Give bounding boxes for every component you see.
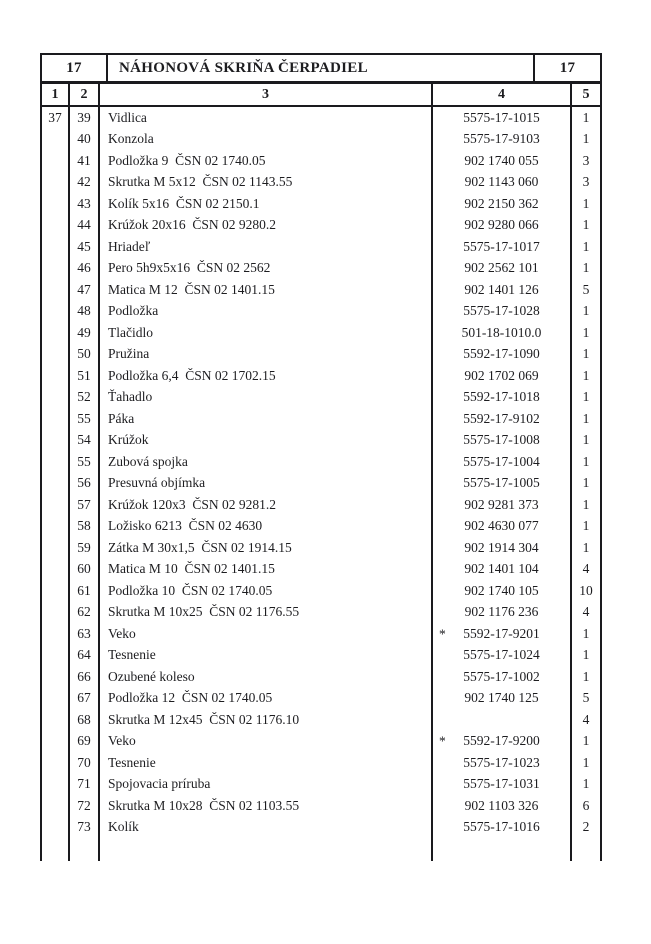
table-row — [42, 537, 600, 559]
cell-item-number: 68 — [70, 709, 100, 731]
cell-item-number: 45 — [70, 236, 100, 258]
cell-quantity: 1 — [582, 324, 590, 340]
cell-item-number: 41 — [70, 150, 100, 172]
cell-part-name: Ťahadlo — [100, 387, 433, 409]
part-number-text: 5575-17-1017 — [463, 238, 540, 254]
table-row — [42, 645, 600, 667]
part-number-text: 902 1143 060 — [464, 174, 539, 190]
cell-part-number — [433, 430, 572, 452]
cell-item-number: 43 — [70, 193, 100, 215]
cell-quantity: 1 — [582, 238, 590, 254]
cell-quantity: 4 — [582, 561, 590, 577]
table-row — [42, 666, 600, 688]
cell-part-number — [433, 774, 572, 796]
cell-part-name: Podložka 10 ČSN 02 1740.05 — [100, 580, 433, 602]
cell-item-number: 63 — [70, 623, 100, 645]
cell-position — [42, 731, 70, 753]
cell-part-name: Podložka 9 ČSN 02 1740.05 — [100, 150, 433, 172]
part-number-text: 902 1914 304 — [464, 539, 539, 555]
part-number-text: 5575-17-9103 — [463, 131, 540, 147]
table-row — [42, 709, 600, 731]
cell-part-name: Pružina — [100, 344, 433, 366]
cell-quantity: 6 — [582, 797, 590, 813]
table-row — [42, 344, 600, 366]
part-number-text: 902 2150 362 — [464, 195, 539, 211]
part-number-text: 5575-17-1004 — [463, 453, 540, 469]
table-row — [42, 817, 600, 839]
cell-part-number — [433, 752, 572, 774]
cell-part-name: Konzola — [100, 129, 433, 151]
cell-position — [42, 172, 70, 194]
cell-part-name: Kolík 5x16 ČSN 02 2150.1 — [100, 193, 433, 215]
table-row — [42, 731, 600, 753]
cell-quantity: 2 — [582, 819, 590, 835]
cell-part-name: Pero 5h9x5x16 ČSN 02 2562 — [100, 258, 433, 280]
cell-quantity: 1 — [582, 453, 590, 469]
table-row — [42, 473, 600, 495]
table-row — [42, 301, 600, 323]
part-number-text: 5575-17-1031 — [463, 776, 540, 792]
cell-item-number: 49 — [70, 322, 100, 344]
cell-item-number: 40 — [70, 129, 100, 151]
cell-part-name: Veko — [100, 623, 433, 645]
table-row — [42, 494, 600, 516]
cell-part-name: Veko — [100, 731, 433, 753]
table-title-row — [40, 53, 602, 84]
column-header-1: 1 — [42, 84, 70, 105]
cell-item-number: 59 — [70, 537, 100, 559]
cell-position — [42, 645, 70, 667]
column-header-3: 3 — [100, 84, 433, 105]
cell-part-number — [433, 236, 572, 258]
cell-position — [42, 817, 70, 839]
cell-item-number: 70 — [70, 752, 100, 774]
table-row — [42, 387, 600, 409]
cell-quantity: 1 — [582, 109, 590, 125]
part-number-text: 5575-17-1024 — [463, 647, 540, 663]
cell-part-name: Zubová spojka — [100, 451, 433, 473]
part-number-text: 902 1401 126 — [464, 281, 539, 297]
cell-quantity: 5 — [582, 690, 590, 706]
cell-part-name: Spojovacia príruba — [100, 774, 433, 796]
table-row — [42, 193, 600, 215]
cell-part-number — [433, 666, 572, 688]
part-number-text: 5592-17-9201 — [463, 625, 540, 641]
cell-part-number — [433, 215, 572, 237]
cell-part-name: Ložisko 6213 ČSN 02 4630 — [100, 516, 433, 538]
cell-quantity: 1 — [582, 432, 590, 448]
cell-part-number — [433, 623, 572, 645]
cell-part-name: Krúžok 20x16 ČSN 02 9280.2 — [100, 215, 433, 237]
column-header-2: 2 — [70, 84, 100, 105]
cell-part-name: Skrutka M 12x45 ČSN 02 1176.10 — [100, 709, 433, 731]
cell-item-number: 60 — [70, 559, 100, 581]
table-row — [42, 602, 600, 624]
cell-position — [42, 666, 70, 688]
table-row — [42, 150, 600, 172]
cell-position — [42, 236, 70, 258]
cell-item-number: 55 — [70, 408, 100, 430]
cell-part-name: Krúžok 120x3 ČSN 02 9281.2 — [100, 494, 433, 516]
table-row — [42, 258, 600, 280]
cell-part-name: Hriadeľ — [100, 236, 433, 258]
cell-item-number: 39 — [70, 107, 100, 129]
cell-item-number: 66 — [70, 666, 100, 688]
cell-item-number: 51 — [70, 365, 100, 387]
cell-quantity: 1 — [582, 217, 590, 233]
cell-position: 37 — [42, 107, 70, 129]
part-number-text: 902 4630 077 — [464, 518, 539, 534]
cell-position — [42, 580, 70, 602]
part-number-text: 5575-17-1016 — [463, 819, 540, 835]
cell-position — [42, 301, 70, 323]
cell-quantity: 1 — [582, 131, 590, 147]
cell-quantity: 1 — [582, 776, 590, 792]
table-row — [42, 516, 600, 538]
cell-quantity: 1 — [582, 389, 590, 405]
cell-item-number: 57 — [70, 494, 100, 516]
cell-position — [42, 473, 70, 495]
column-header-5: 5 — [582, 86, 590, 102]
cell-quantity: 1 — [582, 625, 590, 641]
column-header-row — [40, 84, 602, 107]
cell-part-name: Krúžok — [100, 430, 433, 452]
cell-part-number — [433, 258, 572, 280]
cell-position — [42, 537, 70, 559]
cell-item-number: 56 — [70, 473, 100, 495]
cell-item-number: 47 — [70, 279, 100, 301]
cell-position — [42, 258, 70, 280]
part-number-text: 902 9281 373 — [464, 496, 539, 512]
cell-part-number — [433, 559, 572, 581]
cell-quantity: 10 — [579, 582, 593, 598]
cell-part-name: Kolík — [100, 817, 433, 839]
cell-part-number — [433, 688, 572, 710]
cell-item-number: 61 — [70, 580, 100, 602]
cell-part-name: Tesnenie — [100, 645, 433, 667]
cell-position — [42, 602, 70, 624]
cell-position — [42, 279, 70, 301]
cell-position — [42, 193, 70, 215]
cell-quantity: 4 — [582, 711, 590, 727]
cell-quantity: 1 — [582, 367, 590, 383]
cell-part-number — [433, 494, 572, 516]
cell-part-name: Páka — [100, 408, 433, 430]
part-number-text: 5575-17-1028 — [463, 303, 540, 319]
part-number-text: 5575-17-1002 — [463, 668, 540, 684]
cell-part-name: Matica M 12 ČSN 02 1401.15 — [100, 279, 433, 301]
cell-position — [42, 408, 70, 430]
cell-position — [42, 774, 70, 796]
table-row — [42, 688, 600, 710]
cell-quantity: 1 — [582, 539, 590, 555]
cell-position — [42, 129, 70, 151]
cell-part-name: Tlačidlo — [100, 322, 433, 344]
table-tail-empty-row — [40, 838, 602, 861]
part-number-text: 902 9280 066 — [464, 217, 539, 233]
cell-quantity: 1 — [582, 518, 590, 534]
cell-part-number — [433, 387, 572, 409]
table-row — [42, 236, 600, 258]
table-row — [42, 559, 600, 581]
cell-part-number — [433, 537, 572, 559]
part-number-text: 902 1176 236 — [464, 604, 539, 620]
cell-position — [42, 752, 70, 774]
cell-item-number: 54 — [70, 430, 100, 452]
cell-item-number: 42 — [70, 172, 100, 194]
cell-position — [42, 623, 70, 645]
cell-position — [42, 365, 70, 387]
cell-quantity: 1 — [582, 346, 590, 362]
cell-item-number: 48 — [70, 301, 100, 323]
part-number-text: 5592-17-9200 — [463, 733, 540, 749]
part-number-text: 902 2562 101 — [464, 260, 539, 276]
cell-item-number: 55 — [70, 451, 100, 473]
cell-part-name: Zátka M 30x1,5 ČSN 02 1914.15 — [100, 537, 433, 559]
table-body — [40, 107, 602, 838]
cell-position — [42, 688, 70, 710]
cell-quantity: 4 — [582, 604, 590, 620]
cell-part-name: Ozubené koleso — [100, 666, 433, 688]
cell-position — [42, 387, 70, 409]
part-number-text: 5592-17-1090 — [463, 346, 540, 362]
cell-quantity: 3 — [582, 152, 590, 168]
cell-part-number — [433, 172, 572, 194]
cell-quantity: 1 — [582, 303, 590, 319]
cell-part-number — [433, 107, 572, 129]
cell-position — [42, 494, 70, 516]
cell-part-number — [433, 473, 572, 495]
cell-item-number: 73 — [70, 817, 100, 839]
cell-part-name: Podložka 12 ČSN 02 1740.05 — [100, 688, 433, 710]
table-row — [42, 408, 600, 430]
cell-part-name: Skrutka M 10x28 ČSN 02 1103.55 — [100, 795, 433, 817]
cell-quantity: 3 — [582, 174, 590, 190]
cell-part-number — [433, 344, 572, 366]
cell-part-number — [433, 365, 572, 387]
table-row — [42, 365, 600, 387]
table-title: NÁHONOVÁ SKRIŇA ČERPADIEL — [108, 55, 535, 81]
page-number-right: 17 — [559, 59, 576, 76]
cell-part-number — [433, 709, 572, 731]
cell-quantity: 1 — [582, 668, 590, 684]
cell-part-name: Podložka — [100, 301, 433, 323]
cell-position — [42, 215, 70, 237]
table-row — [42, 322, 600, 344]
asterisk-marker: * — [439, 626, 446, 642]
cell-quantity: 1 — [582, 260, 590, 276]
cell-position — [42, 559, 70, 581]
cell-item-number: 50 — [70, 344, 100, 366]
part-number-text: 902 1702 069 — [464, 367, 539, 383]
cell-position — [42, 322, 70, 344]
part-number-text: 902 1103 326 — [464, 797, 539, 813]
part-number-text: 5592-17-1018 — [463, 389, 540, 405]
cell-quantity: 1 — [582, 496, 590, 512]
cell-part-name: Skrutka M 5x12 ČSN 02 1143.55 — [100, 172, 433, 194]
cell-item-number: 69 — [70, 731, 100, 753]
page-number-left: 17 — [42, 55, 108, 81]
cell-item-number: 71 — [70, 774, 100, 796]
part-number-text: 5575-17-1023 — [463, 754, 540, 770]
cell-part-number — [433, 731, 572, 753]
part-number-text: 5575-17-1005 — [463, 475, 540, 491]
cell-position — [42, 344, 70, 366]
cell-part-name: Matica M 10 ČSN 02 1401.15 — [100, 559, 433, 581]
table-row — [42, 215, 600, 237]
table-row — [42, 107, 600, 129]
cell-part-number — [433, 408, 572, 430]
cell-part-name: Podložka 6,4 ČSN 02 1702.15 — [100, 365, 433, 387]
part-number-text: 5575-17-1015 — [463, 109, 540, 125]
part-number-text: 5592-17-9102 — [463, 410, 540, 426]
table-row — [42, 451, 600, 473]
parts-table — [40, 53, 602, 861]
cell-part-name: Vidlica — [100, 107, 433, 129]
part-number-text: 902 1401 104 — [464, 561, 539, 577]
cell-part-number — [433, 193, 572, 215]
cell-position — [42, 709, 70, 731]
table-row — [42, 580, 600, 602]
part-number-text: 5575-17-1008 — [463, 432, 540, 448]
cell-part-number — [433, 322, 572, 344]
cell-item-number: 46 — [70, 258, 100, 280]
part-number-text: 902 1740 055 — [464, 152, 539, 168]
cell-quantity: 1 — [582, 733, 590, 749]
asterisk-marker: * — [439, 733, 446, 749]
cell-part-number — [433, 795, 572, 817]
table-row — [42, 623, 600, 645]
table-row — [42, 795, 600, 817]
cell-part-number — [433, 451, 572, 473]
cell-part-number — [433, 150, 572, 172]
cell-position — [42, 795, 70, 817]
cell-quantity: 1 — [582, 195, 590, 211]
table-row — [42, 172, 600, 194]
cell-part-number — [433, 516, 572, 538]
cell-item-number: 44 — [70, 215, 100, 237]
table-row — [42, 752, 600, 774]
table-row — [42, 129, 600, 151]
cell-part-number — [433, 817, 572, 839]
table-row — [42, 430, 600, 452]
part-number-text: 501-18-1010.0 — [461, 324, 542, 340]
cell-item-number: 72 — [70, 795, 100, 817]
cell-part-number — [433, 645, 572, 667]
cell-part-number — [433, 301, 572, 323]
part-number-text: 902 1740 125 — [464, 690, 539, 706]
cell-quantity: 1 — [582, 754, 590, 770]
part-number-text: 902 1740 105 — [464, 582, 539, 598]
table-row — [42, 279, 600, 301]
cell-position — [42, 451, 70, 473]
cell-item-number: 58 — [70, 516, 100, 538]
cell-quantity: 5 — [582, 281, 590, 297]
cell-part-name: Presuvná objímka — [100, 473, 433, 495]
table-row — [42, 774, 600, 796]
column-header-4: 4 — [433, 84, 572, 105]
cell-position — [42, 516, 70, 538]
cell-quantity: 1 — [582, 475, 590, 491]
cell-position — [42, 150, 70, 172]
cell-quantity: 1 — [582, 410, 590, 426]
cell-part-name: Tesnenie — [100, 752, 433, 774]
cell-item-number: 52 — [70, 387, 100, 409]
cell-part-number — [433, 602, 572, 624]
cell-part-number — [433, 129, 572, 151]
cell-part-number — [433, 580, 572, 602]
cell-item-number: 62 — [70, 602, 100, 624]
cell-position — [42, 430, 70, 452]
cell-quantity: 1 — [582, 647, 590, 663]
cell-item-number: 64 — [70, 645, 100, 667]
cell-part-number — [433, 279, 572, 301]
cell-item-number: 67 — [70, 688, 100, 710]
cell-part-name: Skrutka M 10x25 ČSN 02 1176.55 — [100, 602, 433, 624]
